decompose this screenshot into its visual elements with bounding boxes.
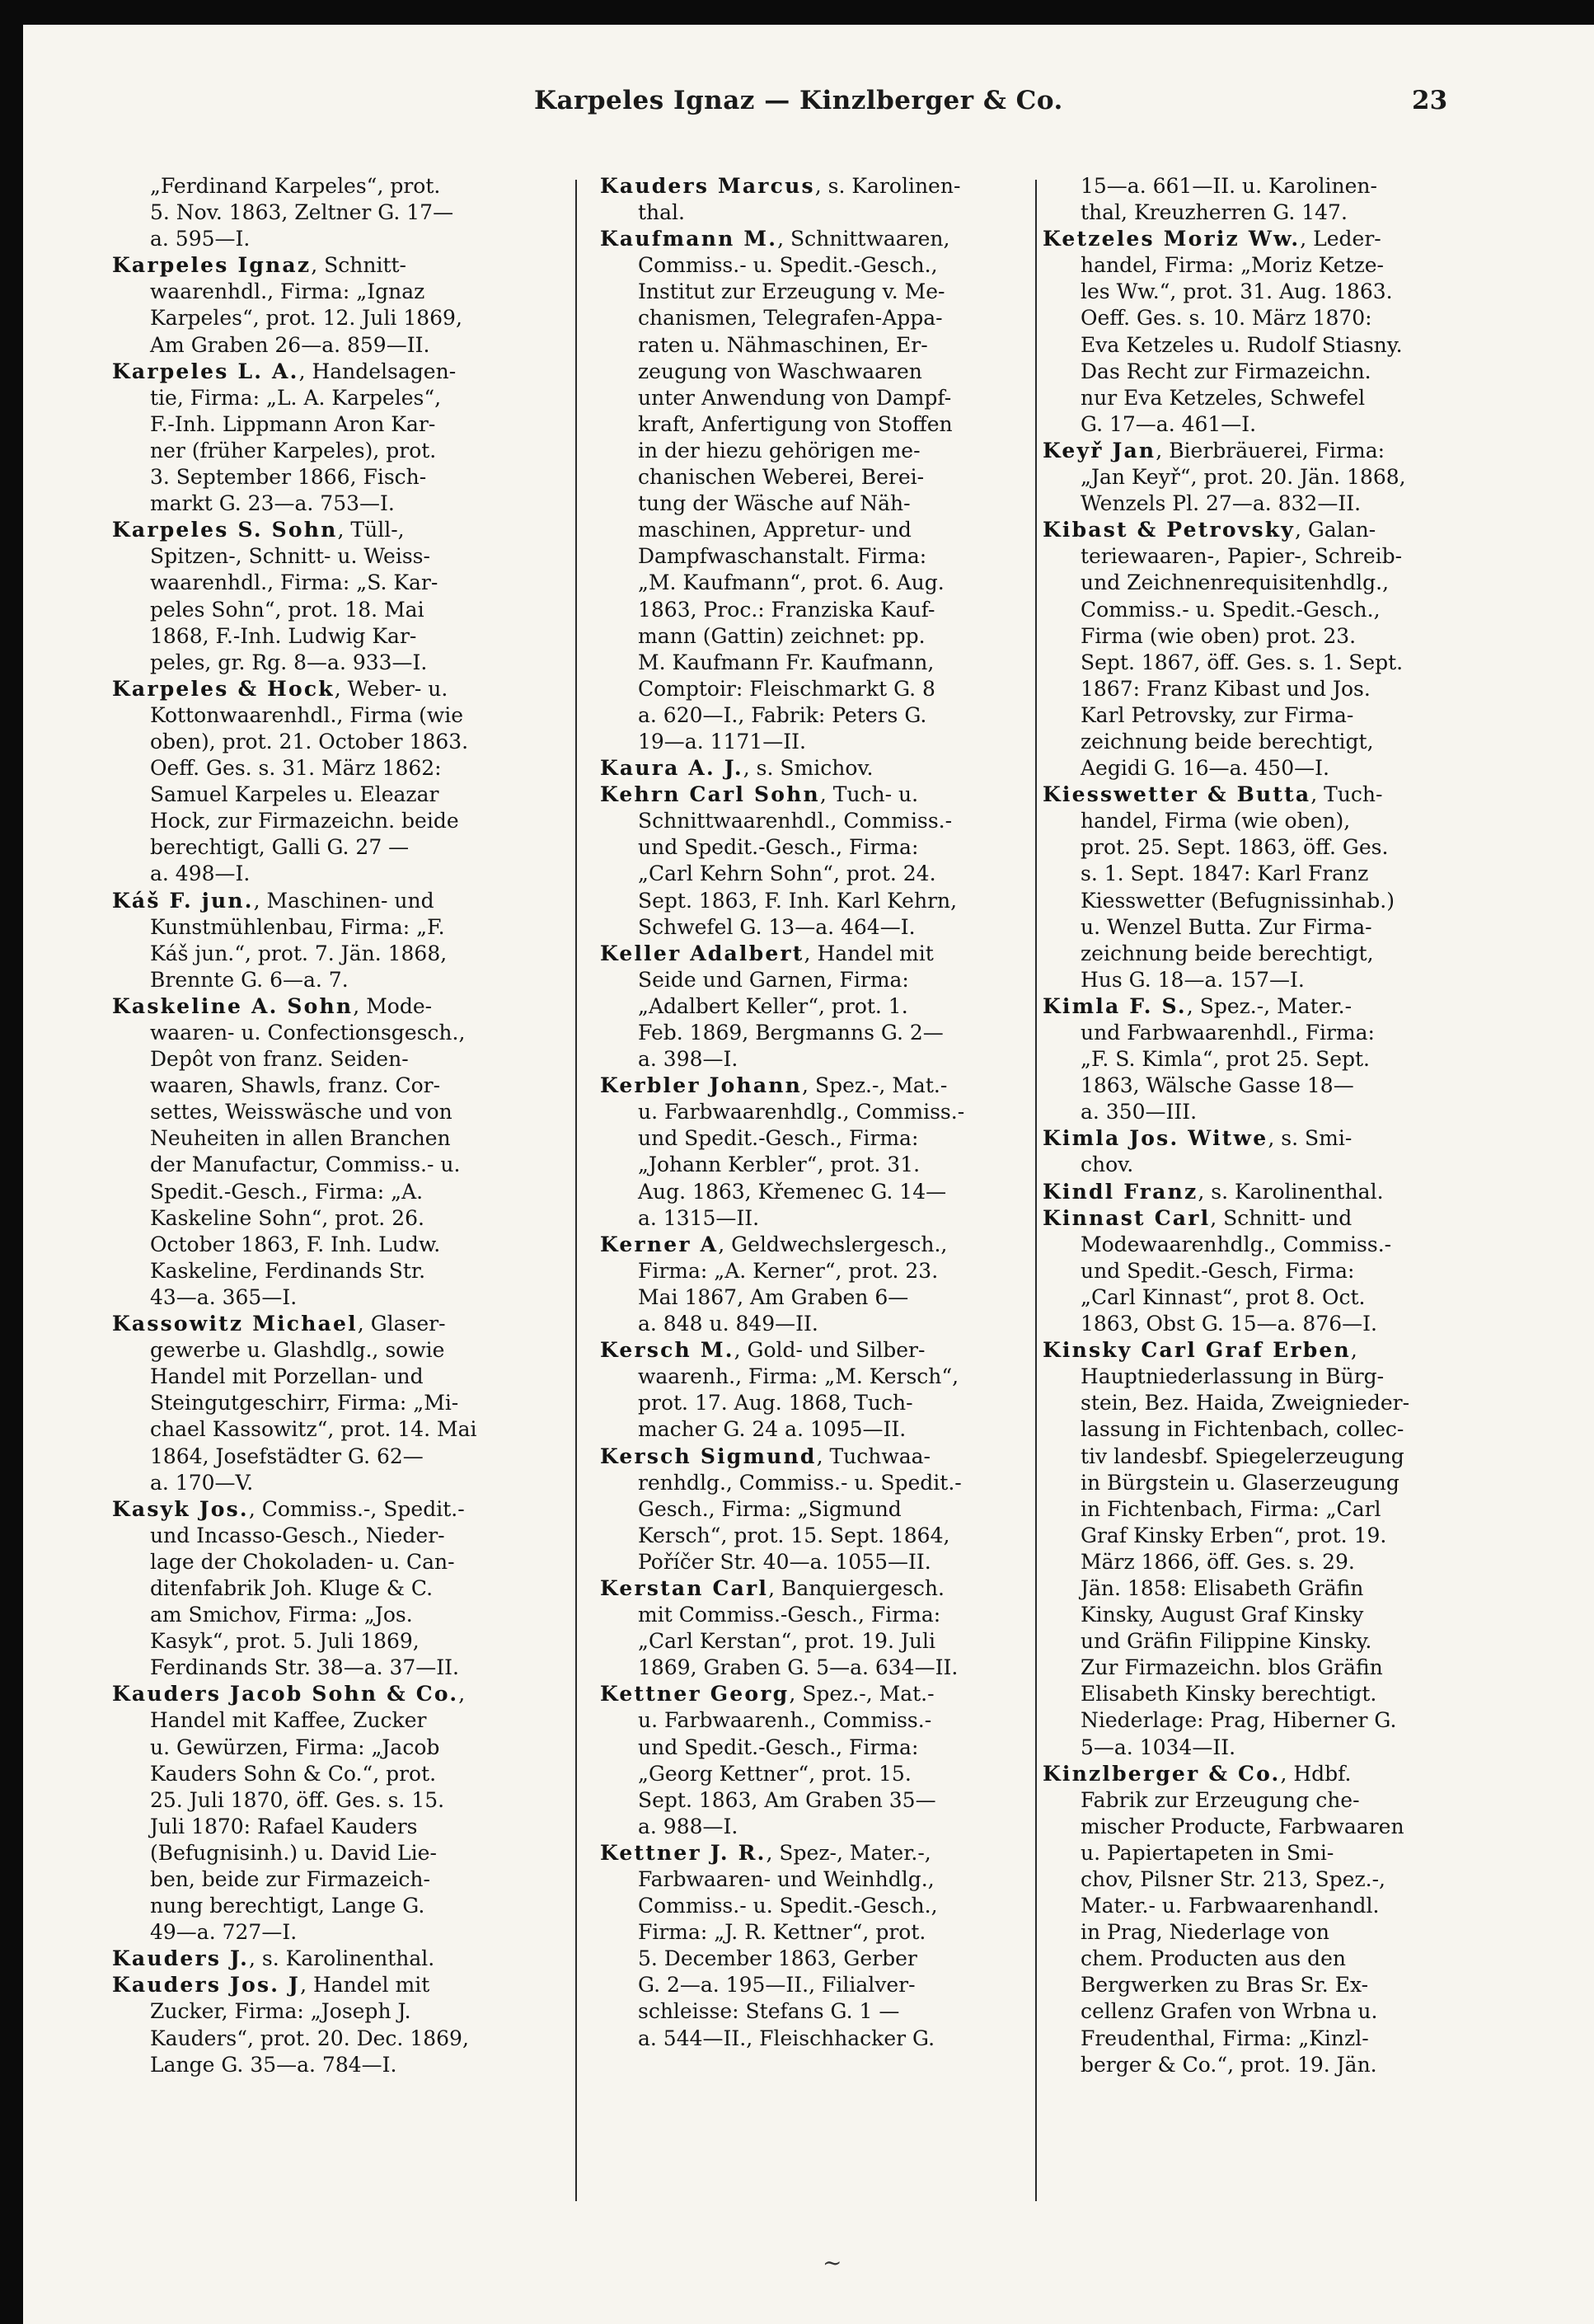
entry-text-line: Institut zur Erzeugung v. Me- xyxy=(638,279,945,304)
entry-text: , Tuch- xyxy=(1310,782,1383,807)
entry-text-line: und Zeichnenrequisitenhdlg., xyxy=(1081,570,1390,595)
entry-text-line: Firma: „A. Kerner“, prot. 23. xyxy=(638,1258,939,1283)
entry-text-line: waarenhdl., Firma: „S. Kar- xyxy=(150,570,438,595)
entry-heading-line xyxy=(1043,1337,1471,1364)
entry-text-line: a. 498—I. xyxy=(150,862,251,886)
entry-text-line: Neuheiten in allen Branchen xyxy=(150,1126,451,1151)
entry-text: , s. Smi- xyxy=(1268,1126,1353,1151)
entry-text-line: und Gräfin Filippine Kinsky. xyxy=(1081,1629,1372,1654)
entry-text-line: chov. xyxy=(1081,1153,1134,1177)
running-header xyxy=(23,86,1594,135)
entry-name: Kimla Jos. Witwe xyxy=(1043,1126,1268,1151)
entry-heading-line xyxy=(112,1681,549,1707)
entry-heading-line xyxy=(600,226,1027,252)
entry-name: Kaskeline A. Sohn xyxy=(112,993,354,1018)
entry-text-line: Oeff. Ges. s. 31. März 1862: xyxy=(150,756,442,781)
entry-name: Karpeles L. A. xyxy=(112,359,299,383)
entry-text-line: und Farbwaarenhdl., Firma: xyxy=(1081,1021,1375,1045)
entry-heading-line xyxy=(600,1337,1027,1364)
entry-text: , Tüll-, xyxy=(337,518,405,542)
entry-text-line: Káš jun.“, prot. 7. Jän. 1868, xyxy=(150,941,448,965)
entry-text-line: peles Sohn“, prot. 18. Mai xyxy=(150,597,424,622)
entry-name: Kassowitz Michael xyxy=(112,1312,358,1336)
entry-text-line: Kiesswetter (Befugnissinhab.) xyxy=(1081,888,1395,913)
entry-text-line: Spitzen-, Schnitt- u. Weiss- xyxy=(150,544,430,569)
entry-text: , Hdbf. xyxy=(1280,1761,1352,1786)
entry-text: , Spez.-, Mat.- xyxy=(802,1073,948,1098)
entry-text: , s. Karolinen- xyxy=(814,174,961,198)
page xyxy=(23,25,1594,2324)
entry-text: , Mode- xyxy=(353,993,433,1018)
entry-heading-line xyxy=(1043,517,1471,543)
entry-text-line: nung berechtigt, Lange G. xyxy=(150,1894,425,1918)
entry-name: Kaufmann M. xyxy=(600,227,778,251)
entry-text-line: teriewaaren-, Papier-, Schreib- xyxy=(1081,544,1403,569)
entry-text-line: Bergwerken zu Bras Sr. Ex- xyxy=(1081,1973,1369,1998)
entry-text: , Weber- u. xyxy=(334,676,448,701)
entry-text-line: Am Graben 26—a. 859—II. xyxy=(150,332,430,357)
entry-text-line: 5—a. 1034—II. xyxy=(1081,1735,1236,1759)
entry-text-line: Kinsky, August Graf Kinsky xyxy=(1081,1603,1364,1627)
entry-text-line: und Spedit.-Gesch., Firma: xyxy=(638,1735,919,1759)
entry-text: , Commiss.-, Spedit.- xyxy=(248,1496,465,1521)
entry-text-line: „Carl Kinnast“, prot 8. Oct. xyxy=(1081,1284,1366,1309)
entry-heading-line xyxy=(600,782,1027,808)
entry-text-line: Zucker, Firma: „Joseph J. xyxy=(150,1999,411,2024)
entry-text-line: tiv landesbf. Spiegelerzeugung xyxy=(1081,1444,1404,1468)
entry-text-line: „Carl Kehrn Sohn“, prot. 24. xyxy=(638,862,936,886)
entry-text-line: schleisse: Stefans G. 1 — xyxy=(638,1999,900,2024)
entry-text: , Gold- und Silber- xyxy=(734,1338,926,1363)
entry-text-line: Handel mit Porzellan- und xyxy=(150,1364,424,1389)
entry-text-line: 1868, F.-Inh. Ludwig Kar- xyxy=(150,623,417,648)
entry-heading-line xyxy=(1043,226,1471,252)
entry-heading-line xyxy=(1043,1761,1471,1787)
entry-name: Keller Adalbert xyxy=(600,941,804,965)
entry-text-line: Graf Kinsky Erben“, prot. 19. xyxy=(1081,1523,1387,1547)
entry-text-line: M. Kaufmann Fr. Kaufmann, xyxy=(638,650,935,674)
entry-text-line: October 1863, F. Inh. Ludw. xyxy=(150,1232,441,1256)
entry-text: , Leder- xyxy=(1300,227,1381,251)
entry-text-line: Elisabeth Kinsky berechtigt. xyxy=(1081,1682,1377,1707)
entry-text-line: am Smichov, Firma: „Jos. xyxy=(150,1603,413,1627)
entry-text-line: a. 848 u. 849—II. xyxy=(638,1312,818,1336)
entry-text-line: a. 1315—II. xyxy=(638,1205,760,1230)
entry-text-line: Commiss.- u. Spedit.-Gesch., xyxy=(638,1894,938,1918)
entry-text-line: „Ferdinand Karpeles“, prot. xyxy=(150,174,441,198)
entry-name: Kasyk Jos. xyxy=(112,1496,249,1521)
entry-text-line: (Befugnisinh.) u. David Lie- xyxy=(150,1840,437,1865)
entry-text-line: Fabrik zur Erzeugung che- xyxy=(1081,1787,1360,1812)
entry-text-line: a. 988—I. xyxy=(638,1814,738,1838)
entry-text-line: und Spedit.-Gesch., Firma: xyxy=(638,835,919,860)
entry-text-line: Juli 1870: Rafael Kauders xyxy=(150,1814,418,1838)
entry-text-line: berger & Co.“, prot. 19. Jän. xyxy=(1081,2052,1377,2077)
entry-text-line: Hus G. 18—a. 157—I. xyxy=(1081,967,1305,992)
entry-heading-line xyxy=(1043,1205,1471,1232)
running-title: Karpeles Ignaz — Kinzlberger & Co. xyxy=(534,86,1063,115)
entry-text-line: „Johann Kerbler“, prot. 31. xyxy=(638,1153,921,1177)
entry-heading-line xyxy=(112,888,549,914)
entry-text-line: Gesch., Firma: „Sigmund xyxy=(638,1496,902,1521)
column-divider xyxy=(1035,180,1037,2201)
entry-text: , Geldwechslergesch., xyxy=(718,1232,948,1256)
entry-heading-line xyxy=(112,676,549,702)
entry-text-line: prot. 17. Aug. 1868, Tuch- xyxy=(638,1391,913,1416)
entry-text-line: a. 595—I. xyxy=(150,227,251,251)
entry-text-line: Hauptniederlassung in Bürg- xyxy=(1081,1364,1385,1389)
entry-text-line: und Spedit.-Gesch., Firma: xyxy=(638,1126,919,1151)
entry-text: , Tuch- u. xyxy=(819,782,919,807)
entry-text-line: 1863, Wälsche Gasse 18— xyxy=(1081,1073,1354,1098)
entry-text-line: „M. Kaufmann“, prot. 6. Aug. xyxy=(638,570,945,595)
entry-text-line: Comptoir: Fleischmarkt G. 8 xyxy=(638,676,935,701)
entry-text-line: u. Farbwaarenh., Commiss.- xyxy=(638,1708,932,1733)
entry-text: , Bierbräuerei, Firma: xyxy=(1156,438,1385,462)
entry-text-line: settes, Weisswäsche und von xyxy=(150,1100,452,1124)
entry-text-line: Commiss.- u. Spedit.-Gesch., xyxy=(638,253,938,278)
entry-text-line: chem. Producten aus den xyxy=(1081,1946,1346,1971)
entry-text-line: waaren- u. Confectionsgesch., xyxy=(150,1021,466,1045)
entry-text-line: ditenfabrik Joh. Kluge & C. xyxy=(150,1575,434,1600)
entry-text-line: zeugung von Waschwaaren xyxy=(638,359,922,383)
column-divider xyxy=(575,180,577,2201)
entry-text: , Handel mit xyxy=(804,941,934,965)
entry-text-line: Samuel Karpeles u. Eleazar xyxy=(150,782,439,807)
entry-name: Keyř Jan xyxy=(1043,438,1156,462)
entry-text-line: chael Kassowitz“, prot. 14. Mai xyxy=(150,1417,477,1442)
entry-text: , Glaser- xyxy=(357,1312,446,1336)
entry-text-line: berechtigt, Galli G. 27 — xyxy=(150,835,410,860)
entry-text-line: 15—a. 661—II. u. Karolinen- xyxy=(1081,174,1377,198)
entry-heading-line xyxy=(600,941,1027,967)
entry-heading-line xyxy=(600,1575,1027,1602)
entry-text-line: 25. Juli 1870, öff. Ges. s. 15. xyxy=(150,1787,445,1812)
entry-text-line: Brennte G. 6—a. 7. xyxy=(150,967,349,992)
entry-name: Kehrn Carl Sohn xyxy=(600,782,820,807)
entry-text-line: oben), prot. 21. October 1863. xyxy=(150,729,469,754)
entry-text-line: stein, Bez. Haida, Zweignieder- xyxy=(1081,1391,1410,1416)
entry-heading-line xyxy=(1043,1179,1471,1205)
entry-name: Ketzeles Moriz Ww. xyxy=(1043,227,1301,251)
entry-heading-line xyxy=(600,755,1027,782)
entry-text-line: renhdlg., Commiss.- u. Spedit.- xyxy=(638,1470,962,1495)
entry-name: Kerstan Carl xyxy=(600,1575,769,1600)
entry-text: , Schnittwaaren, xyxy=(777,227,950,251)
entry-name: Kauders Jos. J xyxy=(112,1973,301,1998)
entry-heading-line xyxy=(112,252,549,279)
entry-text: , xyxy=(458,1682,466,1707)
entry-text-line: Dampfwaschanstalt. Firma: xyxy=(638,544,927,569)
entry-text-line: Feb. 1869, Bergmanns G. 2— xyxy=(638,1021,944,1045)
entry-text-line: Depôt von franz. Seiden- xyxy=(150,1047,409,1072)
entry-text-line: G. 17—a. 461—I. xyxy=(1081,411,1257,436)
entry-text-line: unter Anwendung von Dampf- xyxy=(638,385,952,410)
entry-heading-line xyxy=(112,517,549,543)
entry-text-line: chanismen, Telegrafen-Appa- xyxy=(638,306,943,331)
entry-text-line: zeichnung beide berechtigt, xyxy=(1081,941,1374,965)
entry-text-line: 1863, Proc.: Franziska Kauf- xyxy=(638,597,935,622)
entry-text-line: gewerbe u. Glashdlg., sowie xyxy=(150,1338,445,1363)
entry-text: , Spez.-, Mater.- xyxy=(1186,993,1353,1018)
entry-heading-line xyxy=(1043,993,1471,1020)
entry-text-line: Handel mit Kaffee, Zucker xyxy=(150,1708,427,1733)
entry-text-line: Jän. 1858: Elisabeth Gräfin xyxy=(1081,1575,1364,1600)
entry-text-line: Karpeles“, prot. 12. Juli 1869, xyxy=(150,306,462,331)
entry-text-line: Freudenthal, Firma: „Kinzl- xyxy=(1081,2026,1369,2050)
entry-heading-line xyxy=(600,1840,1027,1866)
entry-text: , s. Smichov. xyxy=(743,756,874,781)
entry-text: , Spez-, Mater.-, xyxy=(766,1840,931,1865)
entry-heading-line xyxy=(112,359,549,385)
column-3 xyxy=(1043,173,1471,2201)
entry-text-line: Steingutgeschirr, Firma: „Mi- xyxy=(150,1391,459,1416)
entry-text-line: peles, gr. Rg. 8—a. 933—I. xyxy=(150,650,428,674)
entry-text-line: „Georg Kettner“, prot. 15. xyxy=(638,1761,912,1786)
entry-text: , Schnitt- xyxy=(311,253,406,278)
entry-text-line: Kasyk“, prot. 5. Juli 1869, xyxy=(150,1629,420,1654)
entry-text-line: les Ww.“, prot. 31. Aug. 1863. xyxy=(1081,279,1393,304)
entry-text-line: Sept. 1867, öff. Ges. s. 1. Sept. xyxy=(1081,650,1404,674)
entry-name: Kinnast Carl xyxy=(1043,1205,1211,1230)
entry-text-line: März 1866, öff. Ges. s. 29. xyxy=(1081,1549,1355,1574)
entry-text-line: 19—a. 1171—II. xyxy=(638,729,806,754)
entry-text-line: „F. S. Kimla“, prot 25. Sept. xyxy=(1081,1047,1371,1072)
entry-text-line: a. 170—V. xyxy=(150,1470,254,1495)
entry-text-line: zeichnung beide berechtigt, xyxy=(1081,729,1374,754)
entry-text-line: 1867: Franz Kibast und Jos. xyxy=(1081,676,1371,701)
entry-text: , Handel mit xyxy=(300,1973,430,1998)
entry-text-line: 5. December 1863, Gerber xyxy=(638,1946,917,1971)
entry-name: Kettner J. R. xyxy=(600,1840,767,1865)
entry-text-line: Wenzels Pl. 27—a. 832—II. xyxy=(1081,491,1362,516)
entry-text-line: ner (früher Karpeles), prot. xyxy=(150,438,437,462)
entry-text-line: Sept. 1863, Am Graben 35— xyxy=(638,1787,936,1812)
entry-text-line: Kunstmühlenbau, Firma: „F. xyxy=(150,914,445,939)
entry-text-line: u. Gewürzen, Firma: „Jacob xyxy=(150,1735,440,1759)
entry-name: Kerner A xyxy=(600,1232,719,1256)
entry-text-line: Lange G. 35—a. 784—I. xyxy=(150,2052,397,2077)
entry-text-line: Spedit.-Gesch., Firma: „A. xyxy=(150,1179,424,1204)
entry-text-line: 1869, Graben G. 5—a. 634—II. xyxy=(638,1655,959,1680)
entry-text-line: Hock, zur Firmazeichn. beide xyxy=(150,809,459,833)
entry-text-line: mann (Gattin) zeichnet: pp. xyxy=(638,623,926,648)
entry-text-line: Sept. 1863, F. Inh. Karl Kehrn, xyxy=(638,888,958,913)
entry-text-line: u. Papiertapeten in Smi- xyxy=(1081,1840,1334,1865)
entry-text: , Spez.-, Mat.- xyxy=(789,1682,935,1707)
entry-text-line: markt G. 23—a. 753—I. xyxy=(150,491,395,516)
entry-text-line: tie, Firma: „L. A. Karpeles“, xyxy=(150,385,442,410)
entry-text-line: der Manufactur, Commiss.- u. xyxy=(150,1153,461,1177)
entry-text-line: Niederlage: Prag, Hiberner G. xyxy=(1081,1708,1397,1733)
entry-heading-line xyxy=(1043,782,1471,808)
entry-text-line: Zur Firmazeichn. blos Gräfin xyxy=(1081,1655,1383,1680)
entry-text-line: chanischen Weberei, Berei- xyxy=(638,465,925,490)
entry-name: Kibast & Petrovsky xyxy=(1043,518,1295,542)
entry-text-line: in Fichtenbach, Firma: „Carl xyxy=(1081,1496,1381,1521)
entry-text-line: 1863, Obst G. 15—a. 876—I. xyxy=(1081,1312,1377,1336)
entry-text-line: in der hiezu gehörigen me- xyxy=(638,438,921,462)
entry-text-line: a. 398—I. xyxy=(638,1047,738,1072)
entry-text-line: und Incasso-Gesch., Nieder- xyxy=(150,1523,445,1547)
entry-heading-line xyxy=(600,1073,1027,1099)
entry-heading-line xyxy=(112,1946,549,1972)
entry-text-line: und Spedit.-Gesch, Firma: xyxy=(1081,1258,1355,1283)
entry-name: Kauders Marcus xyxy=(600,174,815,198)
entry-text-line: tung der Wäsche auf Näh- xyxy=(638,491,911,516)
entry-text-line: Karl Petrovsky, zur Firma- xyxy=(1081,702,1354,727)
entry-name: Kindl Franz xyxy=(1043,1179,1198,1204)
entry-name: Káš F. jun. xyxy=(112,888,254,913)
entry-name: Kettner Georg xyxy=(600,1682,790,1707)
entry-text-line: lage der Chokoladen- u. Can- xyxy=(150,1549,455,1574)
entry-text-line: a. 350—III. xyxy=(1081,1100,1198,1124)
entry-heading-line xyxy=(600,1444,1027,1470)
entry-text-line: in Prag, Niederlage von xyxy=(1081,1920,1329,1945)
entry-text-line: 3. September 1866, Fisch- xyxy=(150,465,427,490)
entry-text-line: mischer Producte, Farbwaaren xyxy=(1081,1814,1404,1838)
entry-text: , s. Karolinenthal. xyxy=(1198,1179,1384,1204)
entry-text: , xyxy=(1350,1338,1357,1363)
entry-text-line: Kaskeline, Ferdinands Str. xyxy=(150,1258,426,1283)
entry-name: Kersch Sigmund xyxy=(600,1444,817,1468)
entry-name: Kersch M. xyxy=(600,1338,734,1363)
entry-text-line: Commiss.- u. Spedit.-Gesch., xyxy=(1081,597,1381,622)
column-2 xyxy=(600,173,1027,2201)
entry-text-line: Ferdinands Str. 38—a. 37—II. xyxy=(150,1655,459,1680)
entry-text-line: Mater.- u. Farbwaarenhandl. xyxy=(1081,1894,1380,1918)
entry-text: , Maschinen- und xyxy=(253,888,434,913)
entry-text: , Galan- xyxy=(1294,518,1376,542)
entry-text-line: Aegidi G. 16—a. 450—I. xyxy=(1081,756,1329,781)
entry-text-line: kraft, Anfertigung von Stoffen xyxy=(638,411,953,436)
entry-text-line: thal. xyxy=(638,200,685,225)
entry-name: Kaura A. J. xyxy=(600,756,743,781)
entry-text-line: Kauders Sohn & Co.“, prot. xyxy=(150,1761,437,1786)
entry-text-line: „Jan Keyř“, prot. 20. Jän. 1868, xyxy=(1081,465,1406,490)
entry-text-line: „Adalbert Keller“, prot. 1. xyxy=(638,993,908,1018)
entry-heading-line xyxy=(600,1681,1027,1707)
entry-text-line: s. 1. Sept. 1847: Karl Franz xyxy=(1081,862,1369,886)
entry-heading-line xyxy=(1043,1125,1471,1152)
entry-text-line: nur Eva Ketzeles, Schwefel xyxy=(1081,385,1366,410)
entry-heading-line xyxy=(600,173,1027,200)
entry-name: Kauders Jacob Sohn & Co. xyxy=(112,1682,459,1707)
entry-text-line: u. Farbwaarenhdlg., Commiss.- xyxy=(638,1100,965,1124)
entry-heading-line xyxy=(1043,438,1471,464)
entry-text-line: ben, beide zur Firmazeich- xyxy=(150,1867,430,1891)
entry-text-line: in Bürgstein u. Glaserzeugung xyxy=(1081,1470,1399,1495)
entry-text-line: Mai 1867, Am Graben 6— xyxy=(638,1284,909,1309)
entry-text-line: a. 544—II., Fleischhacker G. xyxy=(638,2026,935,2050)
footer-mark: ~ xyxy=(823,2249,842,2276)
entry-text-line: raten u. Nähmaschinen, Er- xyxy=(638,332,928,357)
entry-text-line: waarenh., Firma: „M. Kersch“, xyxy=(638,1364,959,1389)
entry-text-line: G. 2—a. 195—II., Filialver- xyxy=(638,1973,916,1998)
entry-text-line: 49—a. 727—I. xyxy=(150,1920,298,1945)
entry-text: , Schnitt- und xyxy=(1210,1205,1353,1230)
entry-text-line: handel, Firma (wie oben), xyxy=(1081,809,1351,833)
entry-text-line: Oeff. Ges. s. 10. März 1870: xyxy=(1081,306,1372,331)
entry-text-line: Schwefel G. 13—a. 464—I. xyxy=(638,914,916,939)
entry-text: , Tuchwaa- xyxy=(816,1444,931,1468)
entry-text-line: Kottonwaarenhdl., Firma (wie xyxy=(150,702,464,727)
entry-name: Kauders J. xyxy=(112,1946,250,1971)
entry-text-line: macher G. 24 a. 1095—II. xyxy=(638,1417,907,1442)
column-1 xyxy=(112,173,549,2201)
entry-text-line: Poříčer Str. 40—a. 1055—II. xyxy=(638,1549,931,1574)
entry-name: Karpeles & Hock xyxy=(112,676,335,701)
entry-text-line: waaren, Shawls, franz. Cor- xyxy=(150,1073,441,1098)
entry-text-line: Eva Ketzeles u. Rudolf Stiasny. xyxy=(1081,332,1403,357)
entry-text-line: 43—a. 365—I. xyxy=(150,1284,298,1309)
entry-text-line: a. 620—I., Fabrik: Peters G. xyxy=(638,702,927,727)
entry-text-line: Kauders“, prot. 20. Dec. 1869, xyxy=(150,2026,469,2050)
entry-heading-line xyxy=(112,1496,549,1523)
entry-text-line: Farbwaaren- und Weinhdlg., xyxy=(638,1867,935,1891)
entry-text-line: Firma: „J. R. Kettner“, prot. xyxy=(638,1920,926,1945)
entry-text: , s. Karolinenthal. xyxy=(249,1946,435,1971)
entry-text-line: Seide und Garnen, Firma: xyxy=(638,967,909,992)
entry-heading-line xyxy=(112,1972,549,1998)
entry-heading-line xyxy=(112,993,549,1020)
entry-text-line: maschinen, Appretur- und xyxy=(638,518,912,542)
entry-text-line: 5. Nov. 1863, Zeltner G. 17— xyxy=(150,200,454,225)
entry-text-line: Schnittwaarenhdl., Commiss.- xyxy=(638,809,953,833)
entry-heading-line xyxy=(112,1311,549,1337)
entry-name: Karpeles S. Sohn xyxy=(112,518,338,542)
entry-text-line: „Carl Kerstan“, prot. 19. Juli xyxy=(638,1629,935,1654)
page-number: 23 xyxy=(1412,86,1448,115)
entry-text-line: 1864, Josefstädter G. 62— xyxy=(150,1444,424,1468)
entry-text-line: u. Wenzel Butta. Zur Firma- xyxy=(1081,914,1372,939)
entry-text-line: prot. 25. Sept. 1863, öff. Ges. xyxy=(1081,835,1389,860)
entry-text: , Banquiergesch. xyxy=(768,1575,945,1600)
entry-text: , Handelsagen- xyxy=(298,359,457,383)
entry-text-line: waarenhdl., Firma: „Ignaz xyxy=(150,279,425,304)
entry-text-line: mit Commiss.-Gesch., Firma: xyxy=(638,1603,941,1627)
entry-name: Karpeles Ignaz xyxy=(112,253,312,278)
entry-name: Kinzlberger & Co. xyxy=(1043,1761,1281,1786)
entry-text-line: Kersch“, prot. 15. Sept. 1864, xyxy=(638,1523,950,1547)
entry-name: Kimla F. S. xyxy=(1043,993,1187,1018)
entry-text-line: Modewaarenhdlg., Commiss.- xyxy=(1081,1232,1392,1256)
entry-text-line: Kaskeline Sohn“, prot. 26. xyxy=(150,1205,424,1230)
entry-text-line: cellenz Grafen von Wrbna u. xyxy=(1081,1999,1378,2024)
entry-name: Kinsky Carl Graf Erben xyxy=(1043,1338,1351,1363)
entry-heading-line xyxy=(600,1232,1027,1258)
entry-text-line: thal, Kreuzherren G. 147. xyxy=(1081,200,1348,225)
entry-name: Kerbler Johann xyxy=(600,1073,803,1098)
entry-text-line: lassung in Fichtenbach, collec- xyxy=(1081,1417,1404,1442)
entry-text-line: Das Recht zur Firmazeichn. xyxy=(1081,359,1371,383)
entry-text-line: Firma (wie oben) prot. 23. xyxy=(1081,623,1357,648)
entry-text-line: chov, Pilsner Str. 213, Spez.-, xyxy=(1081,1867,1385,1891)
entry-text-line: F.-Inh. Lippmann Aron Kar- xyxy=(150,411,436,436)
entry-text-line: Aug. 1863, Křemenec G. 14— xyxy=(638,1179,947,1204)
entry-name: Kiesswetter & Butta xyxy=(1043,782,1311,807)
entry-text-line: handel, Firma: „Moriz Ketze- xyxy=(1081,253,1384,278)
